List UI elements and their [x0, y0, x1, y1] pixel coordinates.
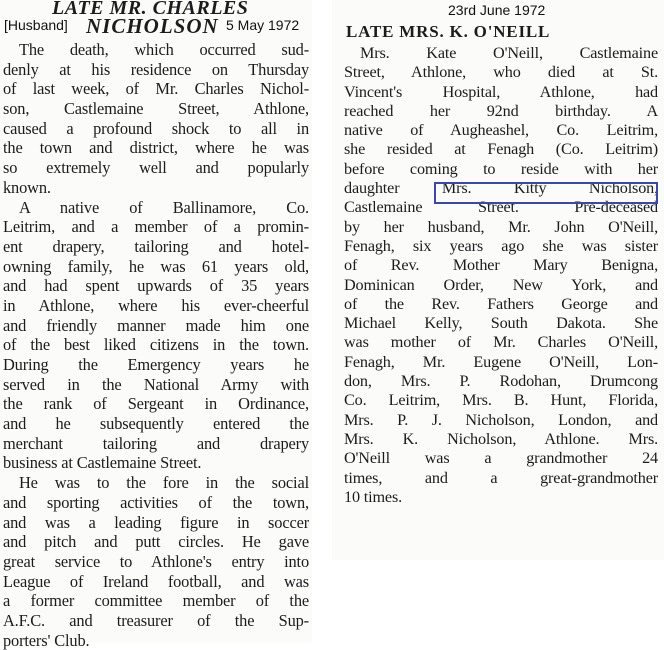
text-line: in Athlone, where his ever-cheerful	[3, 295, 309, 315]
text-line: League of Ireland football, and was	[3, 571, 309, 591]
text-line: Michael Kelly, South Dakota. She	[344, 314, 658, 333]
text-line: son, Castlemaine Street, Athlone,	[3, 99, 309, 119]
text-line: and had spent upwards of 35 years	[3, 276, 309, 296]
text-line: a former committee member of the	[3, 591, 309, 611]
text-line: don, Mrs. P. Rodohan, Drumcong	[344, 372, 658, 391]
text-line: A native of Ballinamore, Co.	[19, 197, 309, 217]
text-line: He was to the fore in the social	[19, 473, 309, 493]
husband-annotation-label: [Husband]	[4, 17, 68, 33]
husband-obituary-clipping	[0, 0, 312, 650]
text-line: Mrs. Kate O'Neill, Castlemaine	[360, 44, 658, 62]
highlight-box-kitty-nicholson	[434, 182, 658, 204]
text-line: and he subsequently entered the	[3, 414, 309, 434]
text-line: by her husband, Mr. John O'Neill,	[344, 217, 658, 236]
text-line: served in the National Army with	[3, 374, 309, 394]
text-line: the town and district, where he was	[3, 138, 309, 158]
text-line: porters' Club.	[3, 630, 90, 650]
text-line: Mrs. K. Nicholson, Athlone. Mrs.	[344, 429, 658, 448]
right-headline-title: LATE MRS. K. O'NEILL	[346, 22, 551, 41]
text-line: before coming to reside with her	[344, 159, 658, 178]
text-line: and pitch and putt circles. He gave	[3, 532, 309, 552]
text-line: business at Castlemaine Street.	[3, 453, 202, 473]
text-line: Castlemaine Street. Pre-deceased	[344, 198, 658, 217]
mother-obituary-date: 23rd June 1972	[448, 2, 546, 18]
text-line: was mother of Mr. Charles O'Neill,	[344, 333, 658, 352]
text-line: Co. Leitrim, Mrs. B. Hunt, Florida,	[344, 391, 658, 410]
text-line: daughter Mrs. Kitty Nicholson,	[344, 179, 658, 198]
text-line: denly at his residence on Thursday	[3, 59, 309, 79]
text-line: Fenagh, Mr. Eugene O'Neill, Lon-	[344, 352, 658, 371]
text-line: so extremely well and popularly	[3, 158, 309, 178]
text-line: Leitrim, and a member of a promin-	[3, 217, 309, 237]
text-line: of the Rev. Fathers George and	[344, 294, 658, 313]
text-line: O'Neill was a grandmother 24	[344, 449, 658, 468]
text-line: Dominican Order, New York, and	[344, 275, 658, 294]
text-line: Mrs. P. J. Nicholson, London, and	[344, 410, 658, 429]
text-line: caused a profound shock to all in	[3, 118, 309, 138]
text-line: known.	[3, 177, 51, 197]
text-line: and friendly manner made him one	[3, 315, 309, 335]
text-line: Street, Athlone, who died at St.	[344, 63, 658, 82]
text-line: native of Augheashel, Co. Leitrim,	[344, 121, 658, 140]
text-line: The death, which occurred sud-	[19, 40, 309, 59]
text-line: 10 times.	[344, 487, 403, 506]
text-line: of the best liked citizens in the town.	[3, 335, 309, 355]
text-line: she resided at Fenagh (Co. Leitrim)	[344, 140, 658, 159]
left-headline-surname: NICHOLSON	[86, 14, 219, 38]
text-line: Vincent's Hospital, Athlone, had	[344, 82, 658, 101]
text-line: Fenagh, six years ago she was sister	[344, 236, 658, 255]
text-line: and sporting activities of the town,	[3, 492, 309, 512]
text-line: A.F.C. and treasurer of the Sup-	[3, 610, 309, 630]
mother-obituary-body	[344, 44, 658, 507]
husband-obituary-date: 5 May 1972	[226, 17, 300, 33]
mother-in-law-obituary-clipping	[332, 0, 664, 560]
text-line: ent drapery, tailoring and hotel-	[3, 236, 309, 256]
text-line: of last week, of Mr. Charles Nichol-	[3, 79, 309, 99]
left-headline-title: LATE MR. CHARLES	[52, 0, 249, 19]
text-line: great service to Athlone's entry into	[3, 551, 309, 571]
text-line: merchant tailoring and drapery	[3, 433, 309, 453]
text-line: of Rev. Mother Mary Benigna,	[344, 256, 658, 275]
text-line: times, and a great-grandmother	[344, 468, 658, 487]
text-line: and was a leading figure in soccer	[3, 512, 309, 532]
text-line: reached her 92nd birthday. A	[344, 101, 658, 120]
text-line: the rank of Sergeant in Ordinance,	[3, 394, 309, 414]
husband-obituary-body	[3, 40, 309, 650]
text-line: owning family, he was 61 years old,	[3, 256, 309, 276]
text-line: During the Emergency years he	[3, 355, 309, 374]
